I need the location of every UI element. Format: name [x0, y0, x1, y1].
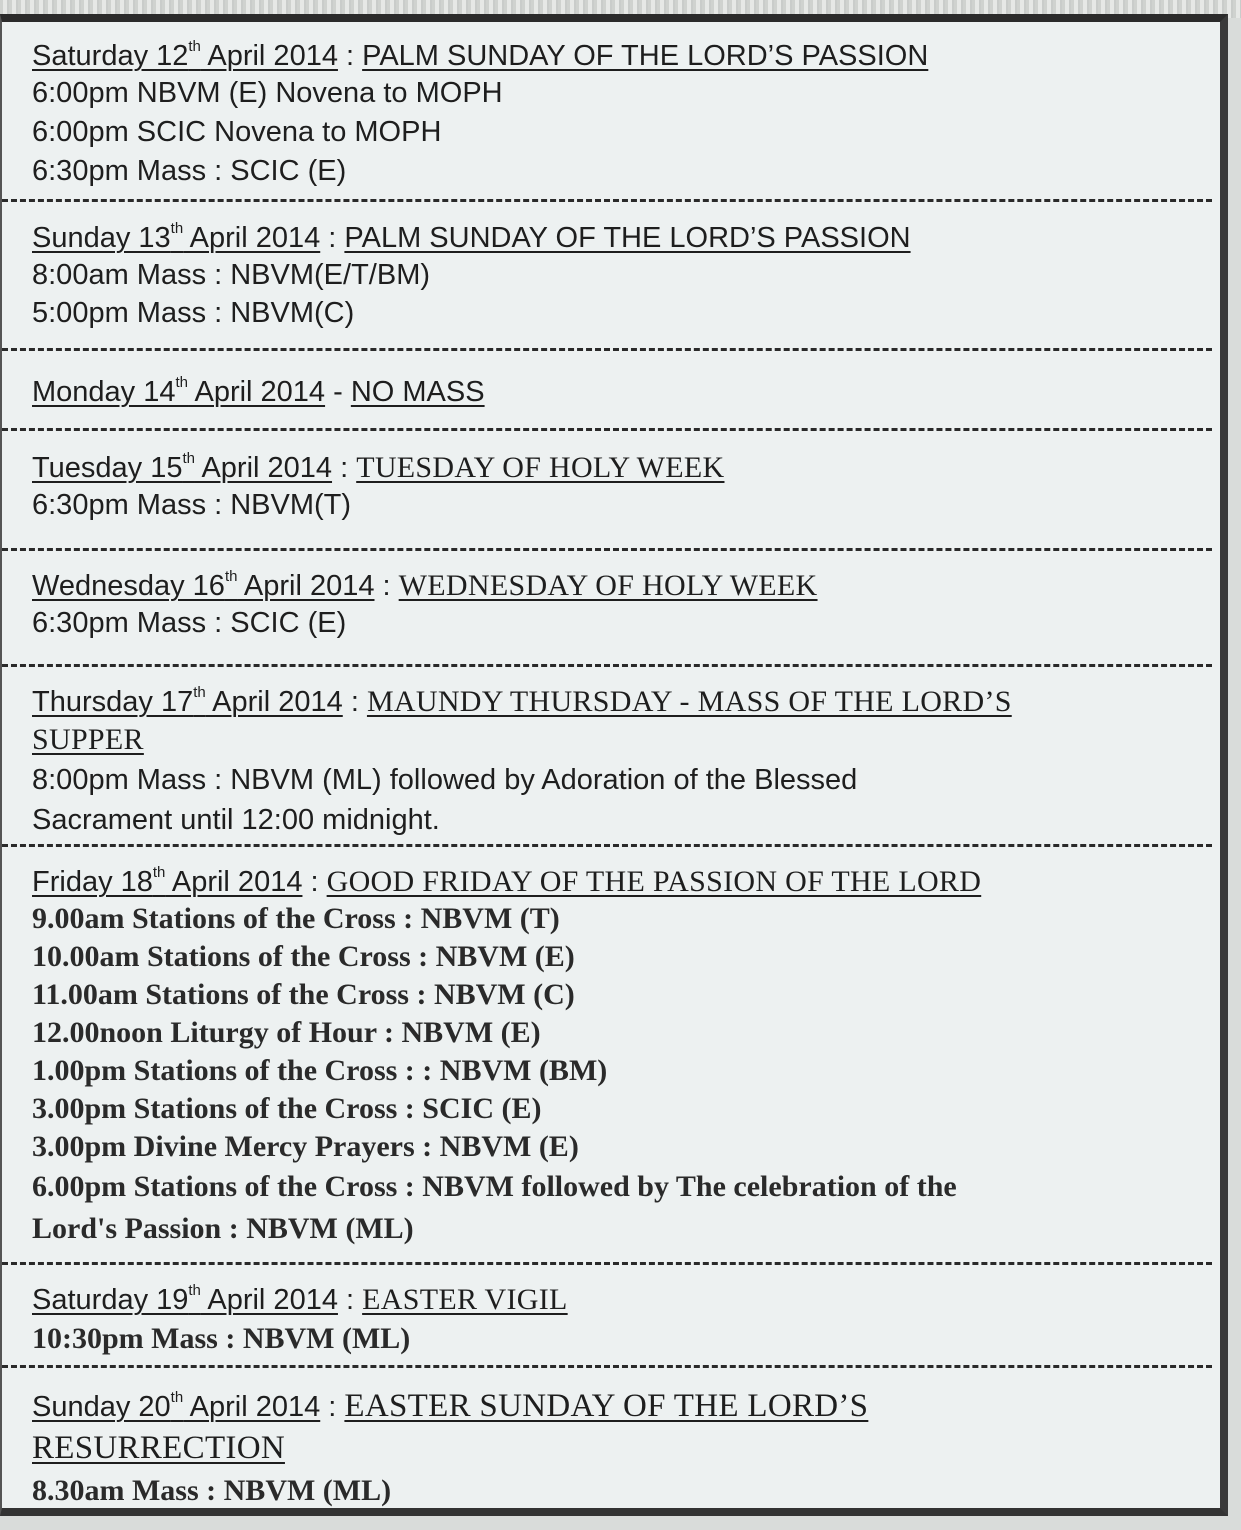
feast-title-continued: RESURRECTION: [32, 1430, 285, 1466]
dashed-divider: [2, 844, 1212, 847]
separator: :: [374, 570, 399, 602]
schedule-item: 6:00pm SCIC Novena to MOPH: [32, 116, 442, 148]
feast-title: TUESDAY OF HOLY WEEK: [356, 451, 725, 484]
feast-title: WEDNESDAY OF HOLY WEEK: [398, 569, 818, 602]
schedule-item: 3.00pm Divine Mercy Prayers : NBVM (E): [32, 1130, 579, 1163]
section-date: Sunday 20th April 2014: [32, 1389, 321, 1423]
schedule-item: 6.00pm Stations of the Cross : NBVM followed by The celebration of the: [32, 1170, 957, 1203]
feast-title: PALM SUNDAY OF THE LORD’S PASSION: [344, 222, 911, 254]
schedule-item: 9.00am Stations of the Cross : NBVM (T): [32, 902, 560, 935]
section-date: Saturday 19th April 2014: [32, 1282, 338, 1316]
section-heading: [32, 1282, 1200, 1318]
schedule-section-saturday-12: [32, 38, 1200, 191]
schedule-item: Lord's Passion : NBVM (ML): [32, 1212, 414, 1245]
section-heading: [32, 374, 1200, 410]
separator: :: [337, 1284, 363, 1316]
separator: :: [342, 686, 367, 718]
feast-title: EASTER VIGIL: [362, 1283, 568, 1316]
section-date: Monday 14th April 2014: [32, 374, 326, 408]
schedule-section-wednesday-16: [32, 568, 1200, 643]
section-date: Saturday 12th April 2014: [32, 38, 338, 72]
schedule-item: Sacrament until 12:00 midnight.: [32, 804, 440, 836]
schedule-item: 8:00am Mass : NBVM(E/T/BM): [32, 259, 431, 291]
section-date: Thursday 17th April 2014: [32, 684, 343, 718]
separator: :: [320, 1391, 345, 1423]
section-date: Tuesday 15th April 2014: [32, 450, 333, 484]
schedule-item: 8.30am Mass : NBVM (ML): [32, 1474, 392, 1507]
schedule-item: 5:00pm Mass : NBVM(C): [32, 297, 355, 329]
section-date: Wednesday 16th April 2014: [32, 568, 375, 602]
feast-title-continued: SUPPER: [32, 723, 144, 756]
section-heading: [32, 864, 1200, 900]
section-heading: [32, 1388, 1200, 1425]
schedule-section-thursday-17: [32, 684, 1200, 840]
dashed-divider: [2, 199, 1212, 202]
separator: :: [320, 222, 345, 254]
section-heading: [32, 220, 1200, 256]
schedule-section-sunday-20: [32, 1388, 1200, 1510]
schedule-item: 6:30pm Mass : SCIC (E): [32, 155, 347, 187]
separator: :: [337, 40, 363, 72]
section-date: Sunday 13th April 2014: [32, 220, 321, 254]
dashed-divider: [2, 548, 1212, 551]
section-heading: [32, 568, 1200, 604]
schedule-section-tuesday-15: [32, 450, 1200, 525]
dashed-divider: [2, 428, 1212, 431]
schedule-section-monday-14: [32, 374, 1200, 410]
dashed-divider: [2, 664, 1212, 667]
schedule-item: 1.00pm Stations of the Cross : : NBVM (BM): [32, 1054, 608, 1087]
section-heading: [32, 38, 1200, 74]
section-heading: [32, 450, 1200, 486]
schedule-item: 10.00am Stations of the Cross : NBVM (E): [32, 940, 575, 973]
schedule-section-sunday-13: [32, 220, 1200, 332]
section-heading-continued: [32, 720, 1200, 760]
dashed-divider: [2, 1365, 1212, 1368]
schedule-item: 3.00pm Stations of the Cross : SCIC (E): [32, 1092, 542, 1125]
schedule-item: 6:00pm NBVM (E) Novena to MOPH: [32, 77, 503, 109]
separator: :: [302, 866, 327, 898]
schedule-item: 6:30pm Mass : SCIC (E): [32, 607, 347, 639]
schedule-item: 11.00am Stations of the Cross : NBVM (C): [32, 978, 575, 1011]
dashed-divider: [2, 348, 1212, 351]
feast-title: GOOD FRIDAY OF THE PASSION OF THE LORD: [326, 865, 982, 898]
schedule-section-saturday-19: [32, 1282, 1200, 1360]
schedule-item: 6:30pm Mass : NBVM(T): [32, 489, 352, 521]
feast-title: PALM SUNDAY OF THE LORD’S PASSION: [362, 40, 929, 72]
feast-title: MAUNDY THURSDAY - MASS OF THE LORD’S: [366, 685, 1012, 718]
section-heading: [32, 684, 1200, 720]
schedule-item: 8:00pm Mass : NBVM (ML) followed by Adoration of the Blessed: [32, 764, 858, 796]
feast-title: NO MASS: [350, 376, 485, 408]
schedule-section-friday-18: [32, 864, 1200, 1250]
dashed-divider: [2, 1262, 1212, 1265]
feast-title: EASTER SUNDAY OF THE LORD’S: [344, 1388, 869, 1424]
schedule-item: 12.00noon Liturgy of Hour : NBVM (E): [32, 1016, 541, 1049]
schedule-box: [0, 14, 1228, 1516]
section-date: Friday 18th April 2014: [32, 864, 303, 898]
schedule-item: 10:30pm Mass : NBVM (ML): [32, 1322, 411, 1355]
separator: -: [325, 376, 351, 408]
section-heading-continued: [32, 1425, 1200, 1472]
separator: :: [332, 452, 357, 484]
